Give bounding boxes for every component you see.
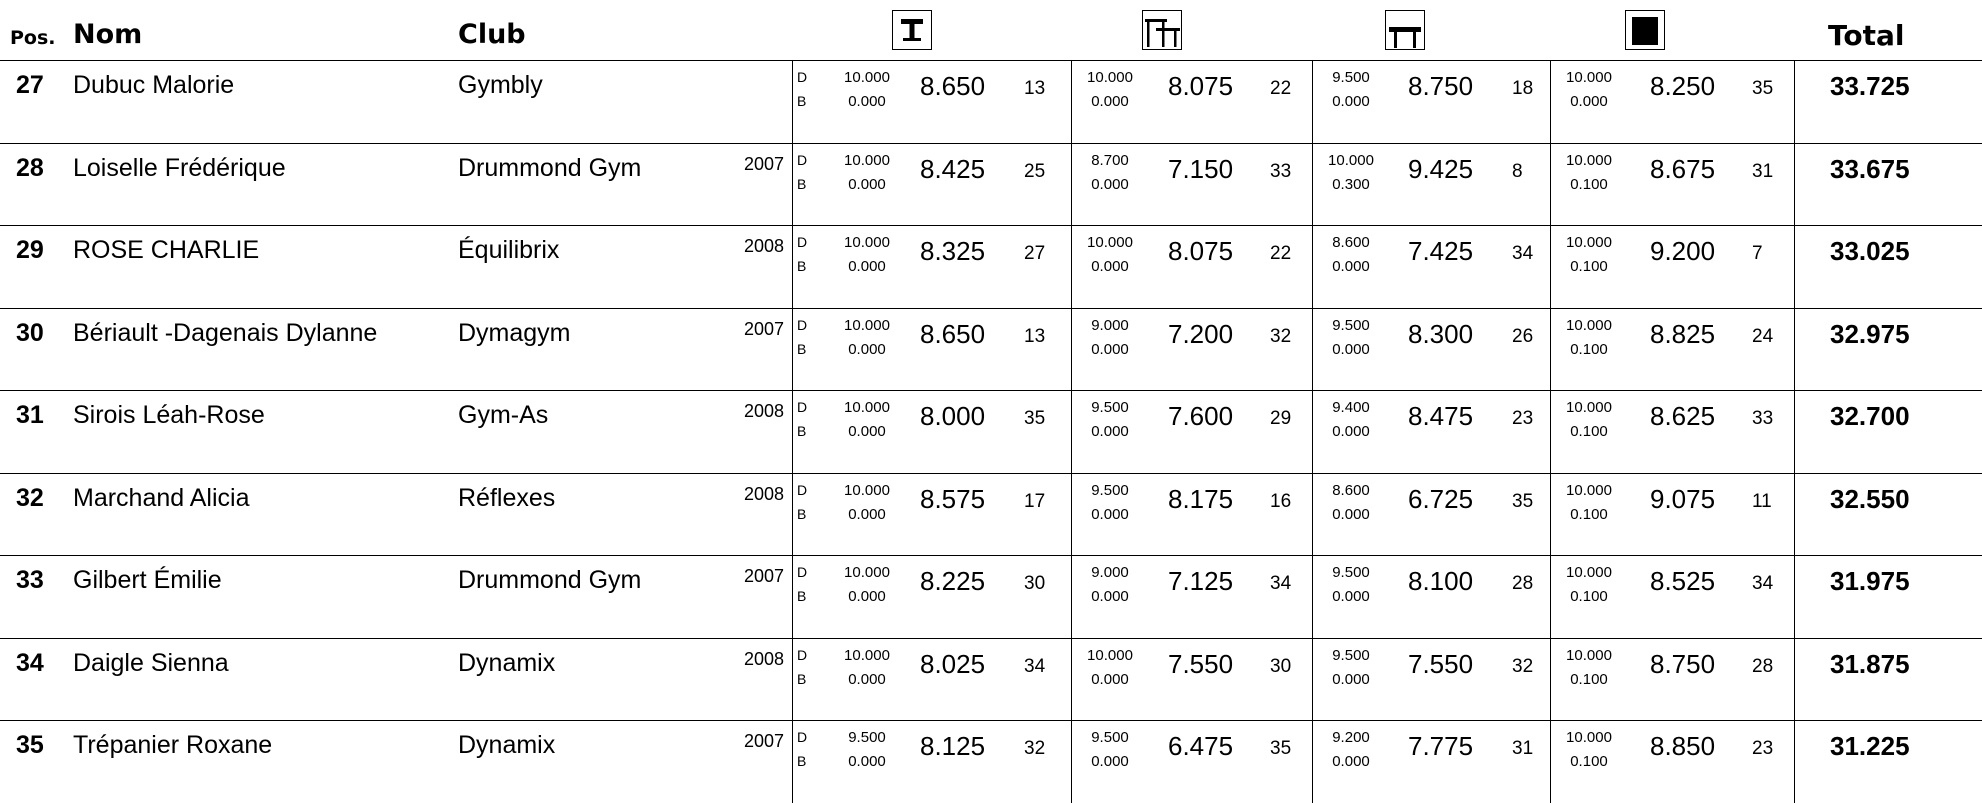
apparatus-score: 8.125: [920, 731, 986, 761]
difficulty-score: 9.500: [1332, 564, 1370, 581]
difficulty-score: 10.000: [1566, 69, 1612, 86]
bonus-score: 0.000: [848, 670, 886, 688]
pos-header: Pos.: [10, 27, 56, 49]
column-divider: [1071, 226, 1072, 308]
bonus-score: 0.100: [1570, 505, 1608, 523]
bonus-score: 0.000: [1570, 93, 1608, 110]
table-row: [0, 556, 1982, 639]
column-divider: [792, 226, 793, 308]
club-name: Dynamix: [458, 731, 556, 759]
difficulty-score: 10.000: [844, 399, 890, 416]
birth-year: 2008: [743, 401, 784, 421]
column-divider: [792, 309, 793, 391]
name-header: Nom: [73, 19, 143, 50]
apparatus-score: 8.075: [1168, 71, 1234, 101]
table-row: [0, 474, 1982, 557]
difficulty-score: 9.500: [1091, 729, 1129, 746]
apparatus-rank: 34: [1752, 573, 1774, 594]
d-label: D: [797, 316, 808, 333]
total-score: 32.700: [1830, 401, 1910, 431]
apparatus-score: 8.525: [1650, 566, 1716, 596]
difficulty-score: 9.500: [1332, 69, 1370, 86]
club-name: Drummond Gym: [458, 566, 642, 594]
column-divider: [1550, 226, 1551, 308]
apparatus-score: 9.200: [1650, 236, 1716, 266]
d-label: D: [797, 564, 808, 580]
bonus-score: 0.000: [1091, 753, 1129, 770]
bonus-score: 0.100: [1570, 258, 1608, 275]
difficulty-score: 8.600: [1332, 481, 1370, 499]
difficulty-score: 10.000: [1087, 646, 1133, 664]
column-divider: [1794, 721, 1795, 803]
athlete-name: ROSE CHARLIE: [73, 236, 260, 264]
apparatus-rank: 35: [1752, 78, 1774, 99]
bonus-score: 0.000: [1332, 753, 1370, 770]
club-name: Dynamix: [458, 648, 556, 677]
difficulty-score: 10.000: [1566, 151, 1612, 169]
apparatus-rank: 26: [1512, 325, 1534, 347]
column-divider: [1071, 391, 1072, 473]
b-label: B: [797, 340, 807, 357]
position-cell: 30: [16, 318, 44, 347]
athlete-name: Sirois Léah-Rose: [73, 401, 265, 429]
difficulty-score: 8.700: [1091, 151, 1129, 169]
difficulty-score: 10.000: [1087, 69, 1133, 86]
apparatus-rank: 8: [1512, 160, 1523, 182]
bonus-score: 0.000: [848, 505, 886, 523]
bonus-score: 0.000: [1091, 258, 1129, 275]
athlete-name: Trépanier Roxane: [73, 731, 273, 759]
column-divider: [1550, 61, 1551, 143]
column-divider: [1550, 474, 1551, 556]
bonus-score: 0.000: [1091, 340, 1129, 358]
apparatus-score: 7.425: [1408, 236, 1474, 266]
total-score: 31.875: [1830, 648, 1910, 679]
apparatus-score: 7.550: [1408, 648, 1474, 679]
column-divider: [1071, 721, 1072, 803]
bonus-score: 0.100: [1570, 670, 1608, 688]
difficulty-score: 10.000: [844, 481, 890, 499]
bonus-score: 0.100: [1570, 423, 1608, 440]
column-divider: [1071, 61, 1072, 143]
table-row: [0, 391, 1982, 474]
total-score: 33.025: [1830, 236, 1910, 266]
column-divider: [792, 639, 793, 721]
apparatus-score: 8.325: [920, 236, 986, 266]
apparatus-rank: 34: [1024, 655, 1046, 677]
difficulty-score: 10.000: [1566, 234, 1612, 251]
apparatus-score: 7.200: [1168, 318, 1234, 349]
apparatus-rank: 13: [1024, 325, 1046, 347]
bonus-score: 0.000: [848, 340, 886, 358]
apparatus-score: 8.750: [1408, 71, 1474, 101]
apparatus-score: 8.225: [920, 566, 986, 596]
apparatus-score: 8.575: [920, 483, 986, 514]
apparatus-rank: 11: [1752, 490, 1772, 512]
column-divider: [792, 474, 793, 556]
difficulty-score: 10.000: [1087, 234, 1133, 251]
total-score: 32.550: [1830, 483, 1910, 514]
difficulty-score: 10.000: [844, 646, 890, 664]
position-cell: 32: [16, 483, 44, 512]
table-row: [0, 144, 1982, 227]
position-cell: 34: [16, 648, 44, 677]
column-divider: [1312, 226, 1313, 308]
table-row: [0, 721, 1982, 803]
total-score: 32.975: [1830, 318, 1910, 349]
apparatus-score: 8.650: [920, 71, 986, 101]
club-name: Dymagym: [458, 318, 571, 347]
bonus-score: 0.000: [848, 93, 886, 110]
position-cell: 29: [16, 236, 44, 264]
column-divider: [1312, 474, 1313, 556]
b-label: B: [797, 670, 807, 687]
difficulty-score: 10.000: [844, 564, 890, 581]
b-label: B: [797, 93, 807, 109]
column-divider: [1550, 144, 1551, 226]
difficulty-score: 10.000: [844, 316, 890, 334]
apparatus-score: 7.600: [1168, 401, 1234, 431]
apparatus-rank: 7: [1752, 243, 1763, 264]
d-label: D: [797, 646, 808, 663]
athlete-name: Bériault -Dagenais Dylanne: [73, 318, 378, 347]
column-divider: [1550, 309, 1551, 391]
column-divider: [1312, 144, 1313, 226]
birth-year: 2008: [743, 236, 784, 256]
bonus-score: 0.000: [1091, 93, 1129, 110]
column-divider: [792, 144, 793, 226]
apparatus-rank: 29: [1270, 408, 1292, 429]
difficulty-score: 10.000: [1566, 729, 1612, 746]
apparatus-score: 8.750: [1650, 648, 1716, 679]
bonus-score: 0.100: [1570, 588, 1608, 605]
column-divider: [1794, 61, 1795, 143]
column-divider: [792, 391, 793, 473]
apparatus-rank: 33: [1752, 408, 1774, 429]
difficulty-score: 9.000: [1091, 564, 1129, 581]
club-name: Drummond Gym: [458, 153, 642, 182]
apparatus-score: 9.425: [1408, 153, 1474, 184]
bonus-score: 0.000: [1332, 505, 1370, 523]
athlete-name: Daigle Sienna: [73, 648, 229, 677]
b-label: B: [797, 258, 807, 274]
apparatus-score: 8.000: [920, 401, 986, 431]
table-row: [0, 309, 1982, 392]
difficulty-score: 10.000: [844, 151, 890, 169]
birth-year: 2008: [743, 648, 784, 669]
bonus-score: 0.000: [1332, 258, 1370, 275]
difficulty-score: 9.500: [1332, 646, 1370, 664]
bonus-score: 0.000: [1332, 588, 1370, 605]
birth-year: 2007: [743, 566, 784, 586]
column-divider: [1071, 474, 1072, 556]
difficulty-score: 9.200: [1332, 729, 1370, 746]
athlete-name: Marchand Alicia: [73, 483, 250, 512]
apparatus-rank: 17: [1024, 490, 1046, 512]
table-row: [0, 61, 1982, 144]
apparatus-score: 8.475: [1408, 401, 1474, 431]
d-label: D: [797, 151, 808, 168]
apparatus-score: 8.625: [1650, 401, 1716, 431]
club-header: Club: [458, 19, 526, 50]
bonus-score: 0.000: [1332, 423, 1370, 440]
column-divider: [1312, 639, 1313, 721]
column-divider: [792, 721, 793, 803]
apparatus-rank: 31: [1752, 160, 1774, 182]
bonus-score: 0.100: [1570, 340, 1608, 358]
column-divider: [1550, 391, 1551, 473]
column-divider: [1794, 226, 1795, 308]
beam-icon: [1385, 10, 1425, 50]
b-label: B: [797, 175, 807, 192]
uneven-bars-icon: [1142, 10, 1182, 50]
d-label: D: [797, 729, 808, 745]
total-score: 33.725: [1830, 71, 1910, 101]
apparatus-score: 8.075: [1168, 236, 1234, 266]
apparatus-score: 6.475: [1168, 731, 1234, 761]
bonus-score: 0.000: [848, 753, 886, 770]
apparatus-rank: 28: [1752, 655, 1774, 677]
column-divider: [1794, 144, 1795, 226]
vault-icon: [892, 10, 932, 50]
apparatus-rank: 34: [1270, 573, 1292, 594]
bonus-score: 0.000: [848, 588, 886, 605]
apparatus-score: 6.725: [1408, 483, 1474, 514]
apparatus-rank: 34: [1512, 243, 1534, 264]
total-score: 33.675: [1830, 153, 1910, 184]
apparatus-rank: 27: [1024, 243, 1046, 264]
apparatus-rank: 16: [1270, 490, 1292, 512]
column-divider: [1312, 556, 1313, 638]
club-name: Gymbly: [458, 71, 543, 99]
apparatus-score: 8.675: [1650, 153, 1716, 184]
bonus-score: 0.000: [1091, 588, 1129, 605]
position-cell: 31: [16, 401, 44, 429]
bonus-score: 0.000: [1091, 670, 1129, 688]
bonus-score: 0.000: [848, 258, 886, 275]
bonus-score: 0.000: [1332, 340, 1370, 358]
b-label: B: [797, 753, 807, 769]
birth-year: 2007: [743, 318, 784, 339]
bonus-score: 0.000: [848, 175, 886, 193]
apparatus-rank: 30: [1024, 573, 1046, 594]
apparatus-score: 8.175: [1168, 483, 1234, 514]
club-name: Gym-As: [458, 401, 549, 429]
athlete-name: Dubuc Malorie: [73, 71, 235, 99]
bonus-score: 0.000: [1091, 175, 1129, 193]
apparatus-rank: 13: [1024, 78, 1046, 99]
table-row: [0, 639, 1982, 722]
apparatus-rank: 31: [1512, 738, 1534, 759]
bonus-score: 0.000: [1332, 93, 1370, 110]
position-cell: 28: [16, 153, 44, 182]
difficulty-score: 9.000: [1091, 316, 1129, 334]
bonus-score: 0.000: [1332, 670, 1370, 688]
column-divider: [1312, 61, 1313, 143]
apparatus-rank: 33: [1270, 160, 1292, 182]
difficulty-score: 10.000: [844, 69, 890, 86]
bonus-score: 0.000: [1091, 505, 1129, 523]
apparatus-score: 7.775: [1408, 731, 1474, 761]
apparatus-rank: 30: [1270, 655, 1292, 677]
bonus-score: 0.100: [1570, 753, 1608, 770]
difficulty-score: 10.000: [1328, 151, 1374, 169]
d-label: D: [797, 69, 808, 85]
difficulty-score: 10.000: [844, 234, 890, 251]
apparatus-rank: 32: [1270, 325, 1292, 347]
column-divider: [1794, 391, 1795, 473]
position-cell: 27: [16, 71, 44, 99]
column-divider: [1312, 309, 1313, 391]
column-divider: [1550, 639, 1551, 721]
difficulty-score: 9.500: [848, 729, 886, 746]
club-name: Équilibrix: [458, 236, 560, 264]
apparatus-rank: 35: [1270, 738, 1292, 759]
apparatus-rank: 25: [1024, 160, 1046, 182]
apparatus-rank: 28: [1512, 573, 1534, 594]
d-label: D: [797, 234, 808, 250]
column-divider: [1312, 721, 1313, 803]
difficulty-score: 10.000: [1566, 646, 1612, 664]
difficulty-score: 10.000: [1566, 564, 1612, 581]
b-label: B: [797, 588, 807, 604]
difficulty-score: 9.500: [1091, 481, 1129, 499]
d-label: D: [797, 399, 808, 415]
column-divider: [1071, 144, 1072, 226]
apparatus-score: 8.025: [920, 648, 986, 679]
birth-year: 2007: [743, 731, 784, 751]
column-divider: [1794, 556, 1795, 638]
apparatus-score: 7.150: [1168, 153, 1234, 184]
b-label: B: [797, 505, 807, 522]
results-table: [0, 61, 1982, 803]
difficulty-score: 9.500: [1091, 399, 1129, 416]
apparatus-rank: 32: [1512, 655, 1534, 677]
club-name: Réflexes: [458, 483, 556, 512]
bonus-score: 0.000: [1091, 423, 1129, 440]
total-score: 31.975: [1830, 566, 1910, 596]
athlete-name: Gilbert Émilie: [73, 566, 222, 594]
apparatus-rank: 22: [1270, 78, 1292, 99]
apparatus-rank: 35: [1512, 490, 1534, 512]
apparatus-score: 8.100: [1408, 566, 1474, 596]
d-label: D: [797, 481, 808, 498]
apparatus-score: 8.825: [1650, 318, 1716, 349]
column-divider: [1071, 639, 1072, 721]
column-divider: [1071, 556, 1072, 638]
column-divider: [792, 556, 793, 638]
bonus-score: 0.300: [1332, 175, 1370, 193]
apparatus-score: 8.850: [1650, 731, 1716, 761]
floor-icon: [1625, 10, 1665, 50]
total-score: 31.225: [1830, 731, 1910, 761]
apparatus-rank: 24: [1752, 325, 1774, 347]
apparatus-rank: 35: [1024, 408, 1046, 429]
column-divider: [792, 61, 793, 143]
apparatus-score: 8.425: [920, 153, 986, 184]
apparatus-score: 7.550: [1168, 648, 1234, 679]
b-label: B: [797, 423, 807, 439]
position-cell: 33: [16, 566, 44, 594]
column-divider: [1550, 556, 1551, 638]
difficulty-score: 10.000: [1566, 399, 1612, 416]
apparatus-score: 7.125: [1168, 566, 1234, 596]
apparatus-rank: 32: [1024, 738, 1046, 759]
difficulty-score: 10.000: [1566, 481, 1612, 499]
bonus-score: 0.100: [1570, 175, 1608, 193]
position-cell: 35: [16, 731, 44, 759]
difficulty-score: 8.600: [1332, 234, 1370, 251]
difficulty-score: 9.400: [1332, 399, 1370, 416]
column-divider: [1071, 309, 1072, 391]
athlete-name: Loiselle Frédérique: [73, 153, 286, 182]
apparatus-score: 8.650: [920, 318, 986, 349]
column-divider: [1794, 474, 1795, 556]
birth-year: 2007: [743, 153, 784, 174]
column-divider: [1312, 391, 1313, 473]
apparatus-score: 9.075: [1650, 483, 1716, 514]
column-divider: [1794, 309, 1795, 391]
apparatus-rank: 23: [1512, 408, 1534, 429]
results-header: [0, 0, 1982, 61]
apparatus-rank: 23: [1752, 738, 1774, 759]
total-header: Total: [1828, 19, 1905, 52]
table-row: [0, 226, 1982, 309]
bonus-score: 0.000: [848, 423, 886, 440]
column-divider: [1550, 721, 1551, 803]
difficulty-score: 9.500: [1332, 316, 1370, 334]
apparatus-rank: 22: [1270, 243, 1292, 264]
apparatus-rank: 18: [1512, 78, 1534, 99]
difficulty-score: 10.000: [1566, 316, 1612, 334]
apparatus-score: 8.300: [1408, 318, 1474, 349]
birth-year: 2008: [743, 483, 784, 504]
apparatus-score: 8.250: [1650, 71, 1716, 101]
column-divider: [1794, 639, 1795, 721]
